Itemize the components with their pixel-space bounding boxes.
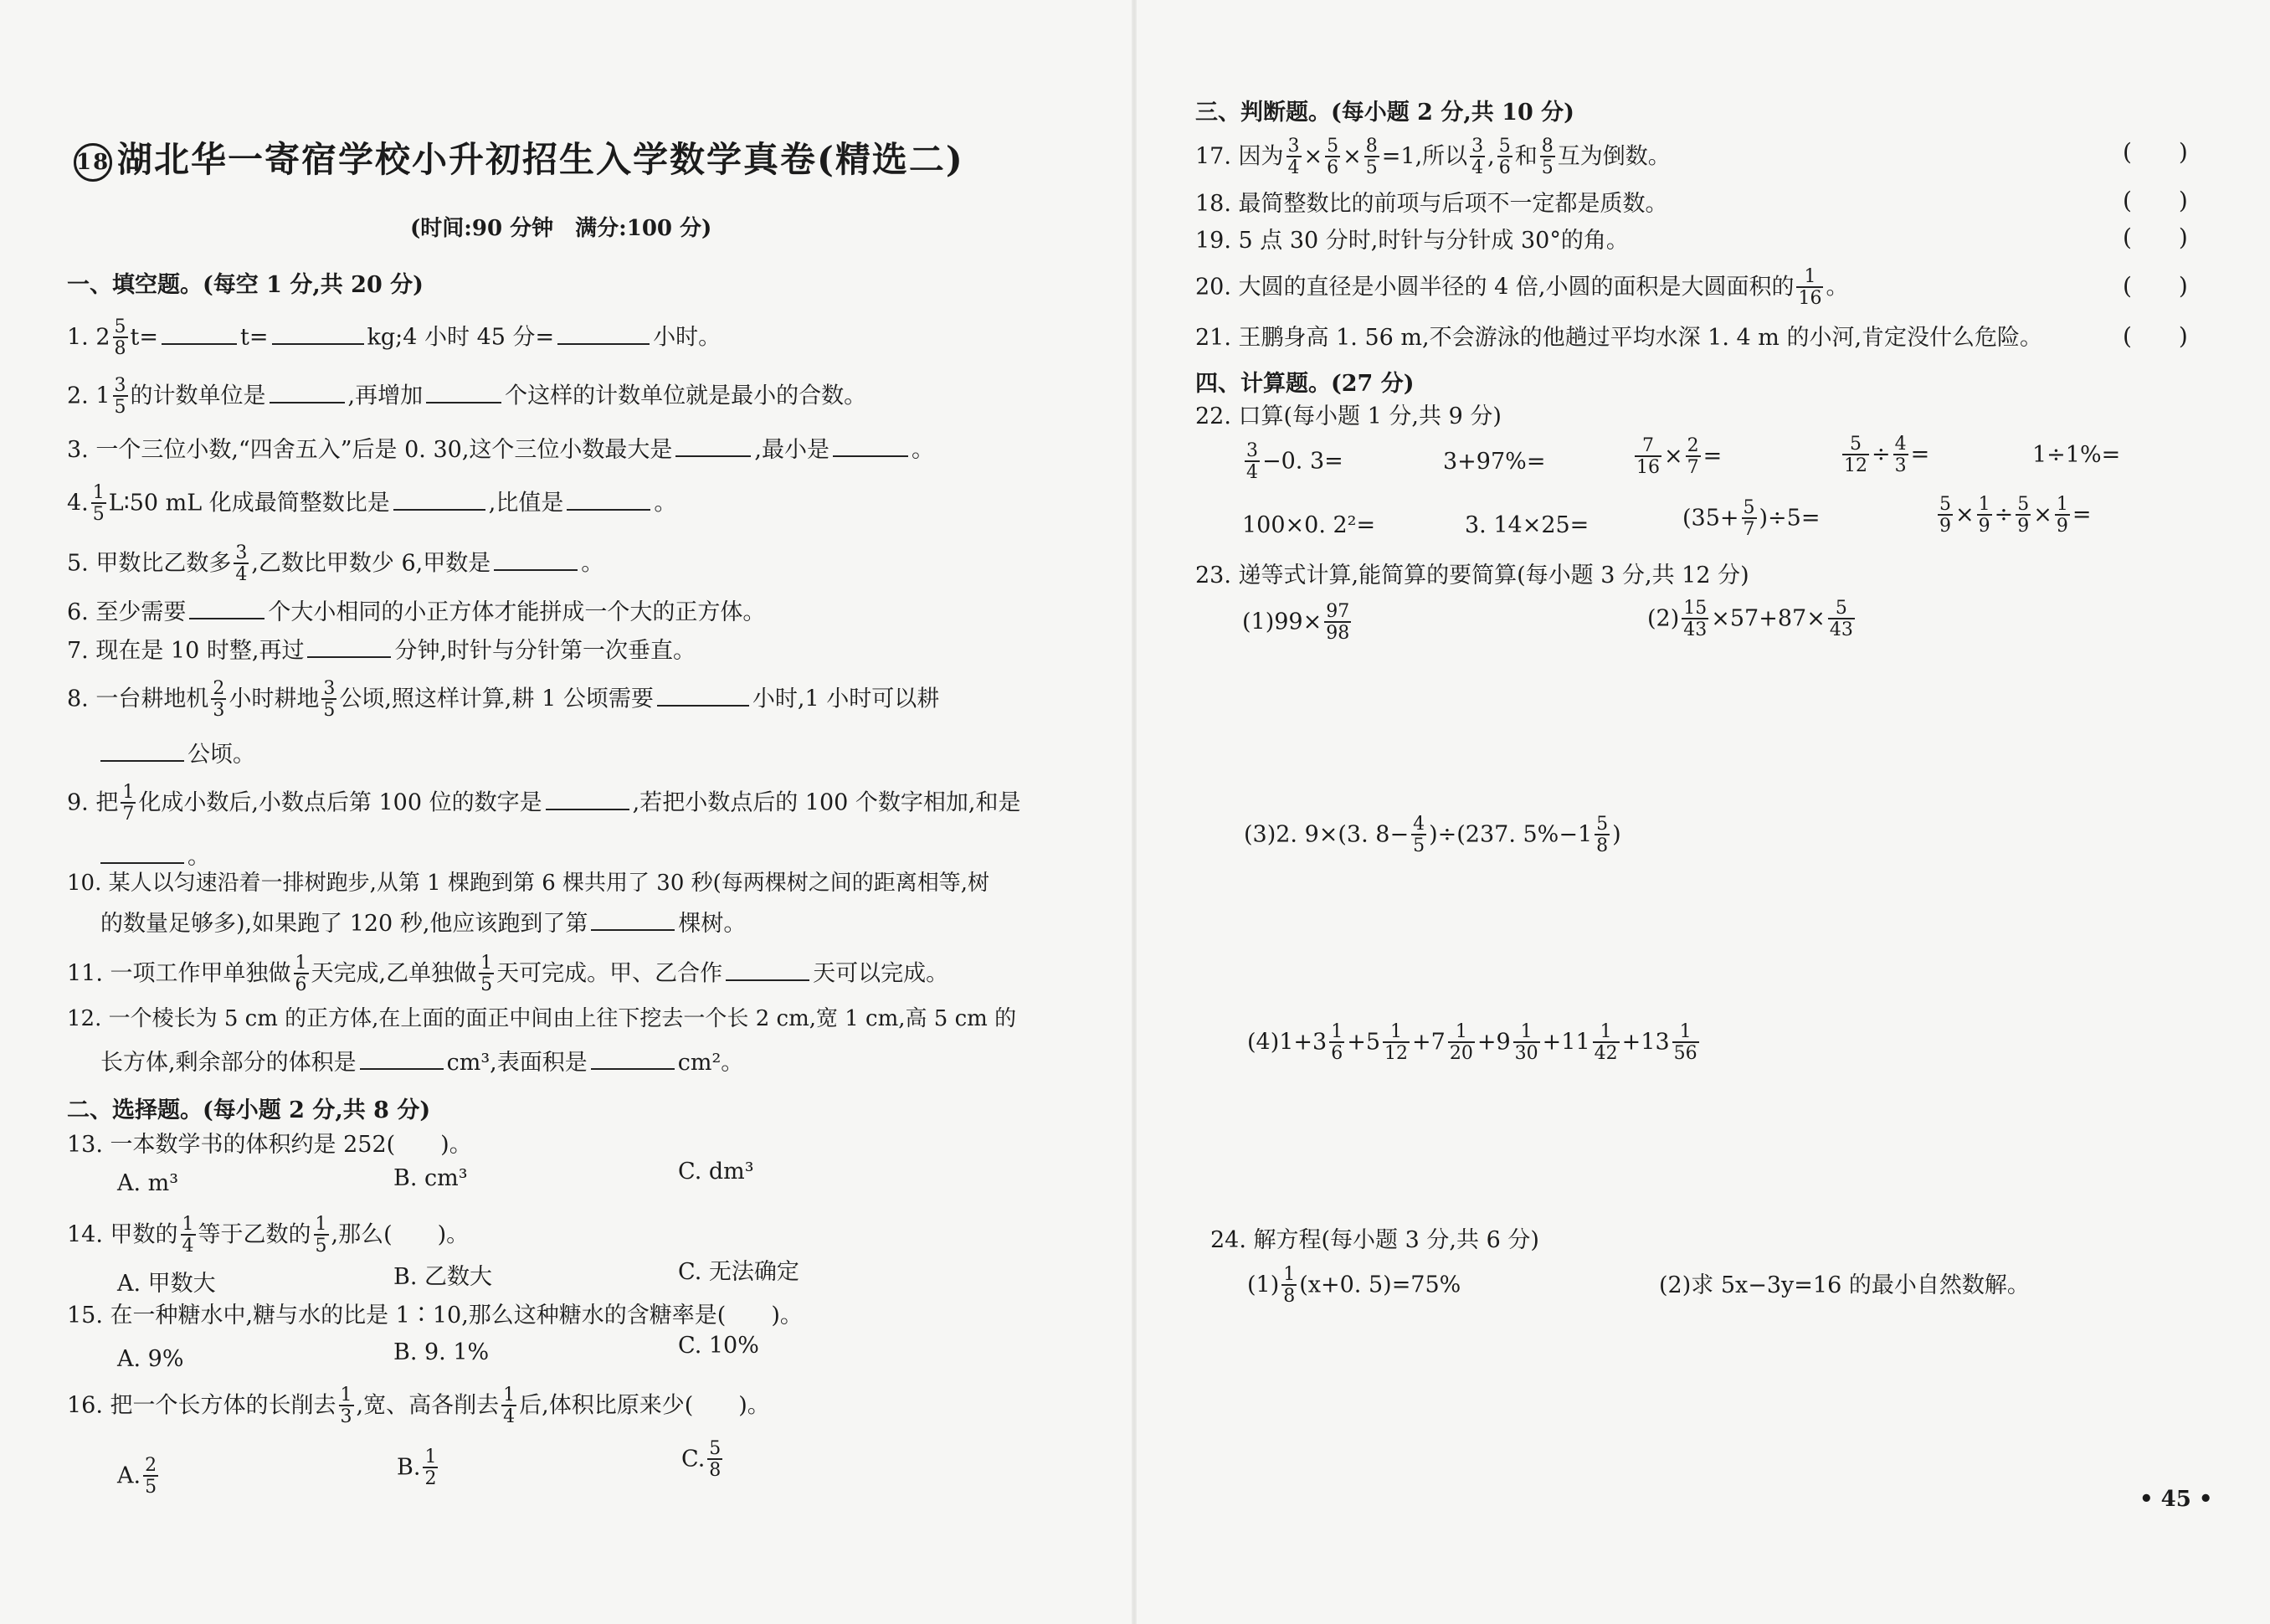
section-2-heading: 二、选择题。(每小题 2 分,共 8 分) xyxy=(67,1097,431,1123)
question-3: 3. 一个三位小数,“四舍五入”后是 0. 30,这个三位小数最大是 ,最小是 。 xyxy=(67,437,934,463)
option-16a: A. $\frac{2}{5}$ xyxy=(117,1455,157,1498)
question-14: 14. 甲数的 $\frac{1}{4}$ 等于乙数的 $\frac{1}{5}$ ,那么( )。 xyxy=(67,1214,470,1257)
question-9-cont: 。 xyxy=(97,842,210,871)
question-13: 13. 一本数学书的体积约是 252( )。 xyxy=(67,1132,472,1158)
option-16b: B. $\frac{1}{2}$ xyxy=(397,1447,437,1489)
question-9: 9. 把 $\frac{1}{7}$ 化成小数后,小数点后第 100 位的数字是 ,若把小数点后的 100 个数字相加,和是 xyxy=(67,782,1021,825)
question-20: 20. 大圆的直径是小圆半径的 4 倍,小圆的面积是大圆面积的 $\frac{1}{16}$ 。 xyxy=(1195,266,1849,309)
calc-3: $\frac{7}{16}$ × $\frac{2}{7}$ = xyxy=(1636,435,1723,478)
option-13a: A. m³ xyxy=(117,1170,179,1196)
option-14c: C. 无法确定 xyxy=(678,1259,799,1285)
calc-6: 100×0. 2²= xyxy=(1242,512,1376,538)
question-12-cont: 长方体,剩余部分的体积是 cm³,表面积是 cm²。 xyxy=(100,1050,744,1076)
question-10-cont: 的数量足够多),如果跑了 120 秒,他应该跑到了第 棵树。 xyxy=(100,911,747,937)
question-2: 2. 1 $\frac{3}{5}$ 的计数单位是 ,再增加 个这样的计数单位就是最小的合数。 xyxy=(67,375,867,418)
calc-23-1: (1)99× $\frac{97}{98}$ xyxy=(1242,601,1350,644)
option-15a: A. 9% xyxy=(117,1346,184,1372)
calc-23-2: (2) $\frac{15}{43}$ ×57+87× $\frac{5}{43}$ xyxy=(1647,598,1853,640)
option-16c: C. $\frac{5}{8}$ xyxy=(681,1438,722,1481)
question-24: 24. 解方程(每小题 3 分,共 6 分) xyxy=(1210,1227,1539,1253)
calc-23-3: (3)2. 9×(3. 8− $\frac{4}{5}$ )÷(237. 5%−1 $\frac{5}{8}$ ) xyxy=(1244,814,1621,856)
question-7: 7. 现在是 10 时整,再过 分钟,时针与分针第一次垂直。 xyxy=(67,638,696,664)
question-8-cont: 公顷。 xyxy=(97,740,255,768)
question-6: 6. 至少需要 个大小相同的小正方体才能拼成一个大的正方体。 xyxy=(67,599,766,625)
calc-9: $\frac{5}{9}$ × $\frac{1}{9}$ ÷ $\frac{5}{9}$ × $\frac{1}{9}$ = xyxy=(1939,494,2092,537)
option-14b: B. 乙数大 xyxy=(393,1264,493,1290)
right-page xyxy=(1135,0,2270,1624)
question-23: 23. 递等式计算,能简算的要简算(每小题 3 分,共 12 分) xyxy=(1195,563,1749,588)
answer-paren-18[interactable]: ( ) xyxy=(2123,187,2188,214)
option-15c: C. 10% xyxy=(678,1333,759,1359)
answer-paren-21[interactable]: ( ) xyxy=(2123,322,2188,350)
option-15b: B. 9. 1% xyxy=(393,1339,490,1365)
calc-4: $\frac{5}{12}$ ÷ $\frac{4}{3}$ = xyxy=(1844,434,1930,476)
question-10: 10. 某人以匀速沿着一排树跑步,从第 1 棵跑到第 6 棵共用了 30 秒(每两棵树之间的距离相等,树 xyxy=(67,871,990,896)
question-19: 19. 5 点 30 分时,时针与分针成 30°的角。 xyxy=(1195,228,1629,254)
question-18: 18. 最简整数比的前项与后项不一定都是质数。 xyxy=(1195,191,1668,217)
answer-paren-20[interactable]: ( ) xyxy=(2123,272,2188,300)
question-4: 4. $\frac{1}{5}$ L∶50 mL 化成最简整数比是 ,比值是 。 xyxy=(67,482,677,525)
question-16: 16. 把一个长方体的长削去 $\frac{1}{3}$ ,宽、高各削去 $\frac{1}{4}$ 后,体积比原来少( )。 xyxy=(67,1385,770,1427)
calc-23-4: (4)1+3 $\frac{1}{6}$ +5 $\frac{1}{12}$ +7 $\frac{1}{20}$ +9 $\frac{1}{30}$ +11 $\frac{1}{42}$ +13 $\frac{1}{56}$ xyxy=(1247,1021,1697,1064)
question-1: 1. 2 $\frac{5}{8}$ t= t= kg;4 小时 45 分= 小时。 xyxy=(67,316,722,359)
equation-24-2: (2)求 5x−3y=16 的最小自然数解。 xyxy=(1659,1272,2030,1298)
page-title: 18 湖北华一寄宿学校小升初招生入学数学真卷(精选二) xyxy=(74,132,964,182)
answer-paren-17[interactable]: ( ) xyxy=(2123,138,2188,166)
calc-5: 1÷1%= xyxy=(2032,442,2121,468)
question-8: 8. 一台耕地机 $\frac{2}{3}$ 小时耕地 $\frac{3}{5}$ 公顷,照这样计算,耕 1 公顷需要 小时,1 小时可以耕 xyxy=(67,678,940,721)
title-number: 18 xyxy=(74,143,112,182)
question-12: 12. 一个棱长为 5 cm 的正方体,在上面的面正中间由上往下挖去一个长 2 cm,宽 1 cm,高 5 cm 的 xyxy=(67,1006,1017,1031)
option-14a: A. 甲数大 xyxy=(117,1271,216,1297)
calc-1: $\frac{3}{4}$ −0. 3= xyxy=(1246,440,1343,483)
calc-7: 3. 14×25= xyxy=(1465,512,1590,538)
exam-info: (时间:90 分钟 满分:100 分) xyxy=(410,216,712,241)
option-13c: C. dm³ xyxy=(678,1159,754,1185)
question-21: 21. 王鹏身高 1. 56 m,不会游泳的他趟过平均水深 1. 4 m 的小河,肯定没什么危险。 xyxy=(1195,325,2043,351)
question-15: 15. 在一种糖水中,糖与水的比是 1∶10,那么这种糖水的含糖率是( )。 xyxy=(67,1303,803,1328)
section-1-heading: 一、填空题。(每空 1 分,共 20 分) xyxy=(67,272,424,298)
equation-24-1: (1) $\frac{1}{8}$ (x+0. 5)=75% xyxy=(1247,1264,1461,1307)
question-11: 11. 一项工作甲单独做 $\frac{1}{6}$ 天完成,乙单独做 $\frac{1}{5}$ 天可完成。甲、乙合作 天可以完成。 xyxy=(67,953,949,995)
page-number: • 45 • xyxy=(2139,1487,2213,1512)
calc-8: (35+ $\frac{5}{7}$ )÷5= xyxy=(1682,497,1821,540)
section-3-heading: 三、判断题。(每小题 2 分,共 10 分) xyxy=(1195,100,1574,126)
question-17: 17. 因为 $\frac{3}{4}$ × $\frac{5}{6}$ × $\frac{8}{5}$ =1,所以 $\frac{3}{4}$ , $\frac{5}{6}$ 和 $\frac{8}{5}$ 互为倒数。 xyxy=(1195,136,1671,178)
question-5: 5. 甲数比乙数多 $\frac{3}{4}$ ,乙数比甲数少 6,甲数是 。 xyxy=(67,542,604,585)
section-4-heading: 四、计算题。(27 分) xyxy=(1195,371,1415,397)
answer-paren-19[interactable]: ( ) xyxy=(2123,224,2188,251)
option-13b: B. cm³ xyxy=(393,1165,468,1191)
calc-2: 3+97%= xyxy=(1443,449,1546,475)
question-22: 22. 口算(每小题 1 分,共 9 分) xyxy=(1195,403,1502,429)
